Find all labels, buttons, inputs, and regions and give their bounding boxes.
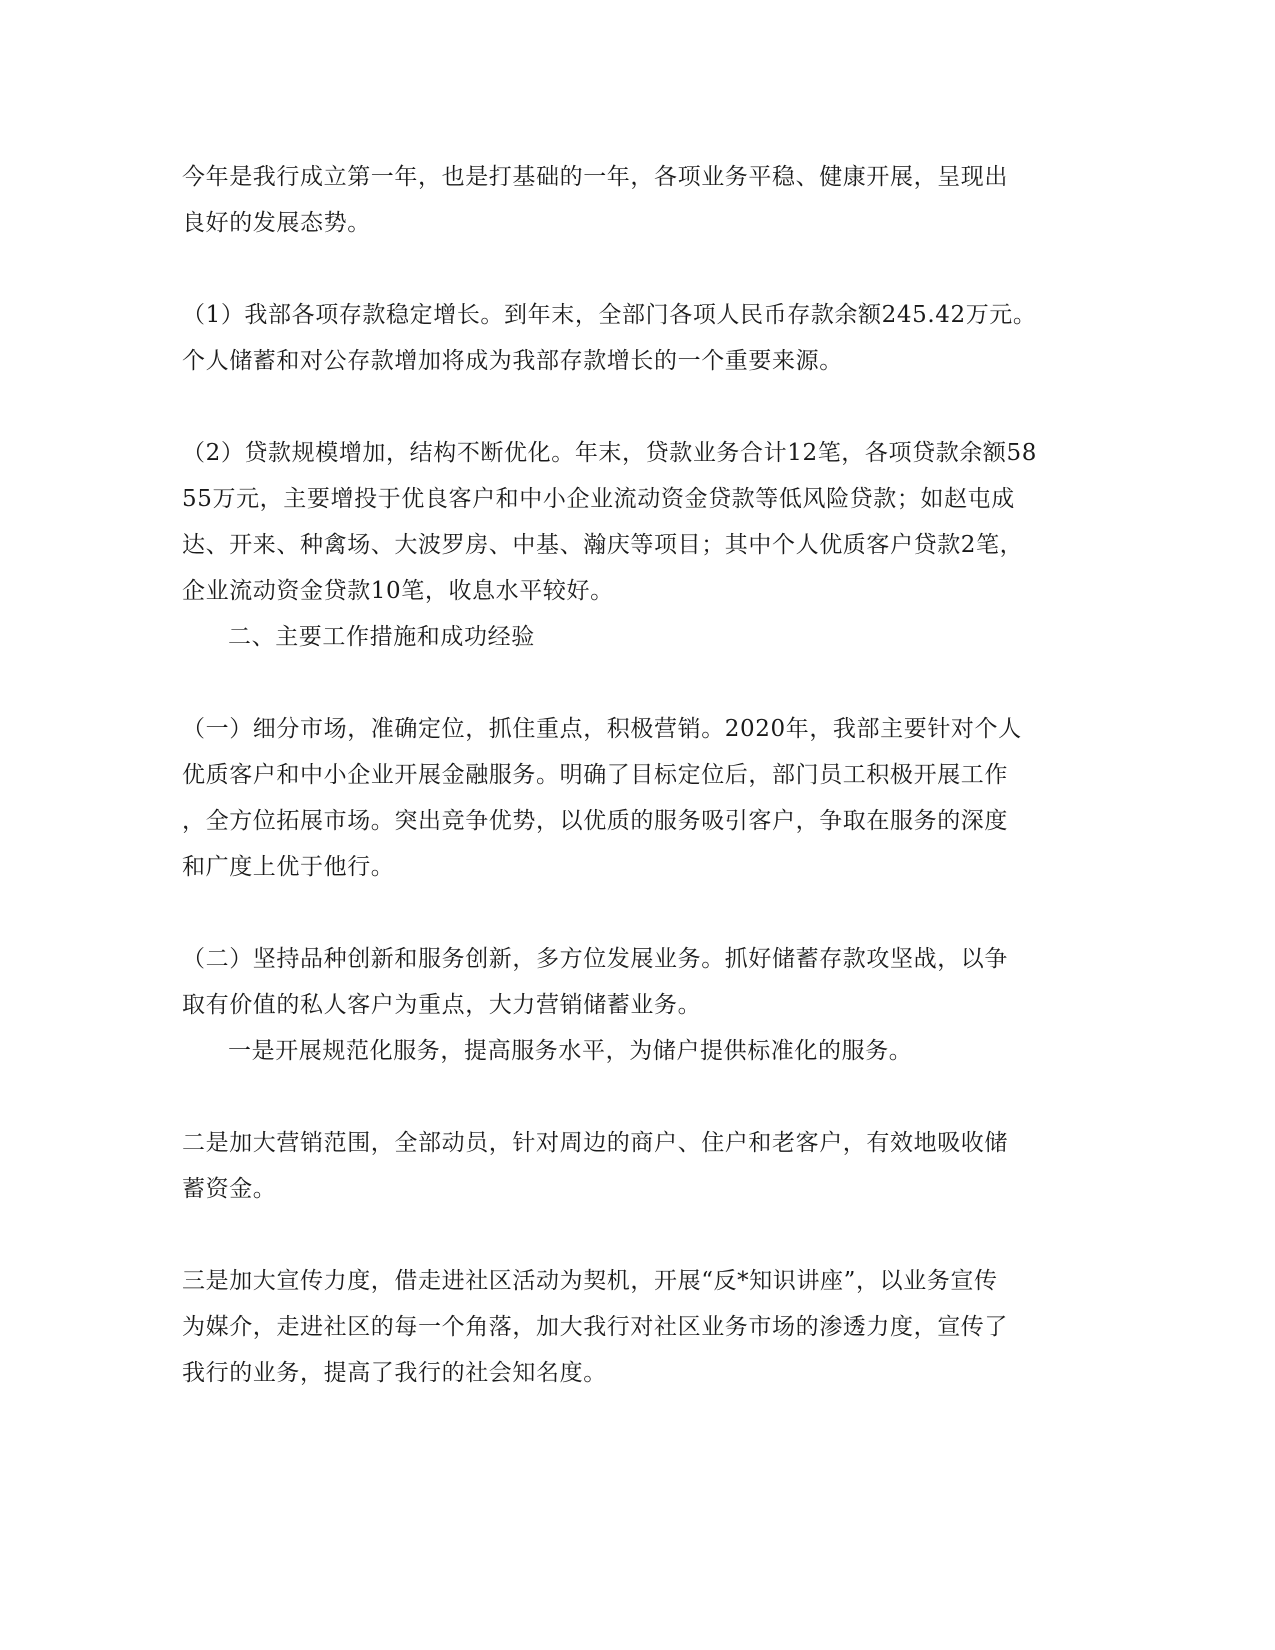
- paragraph-line: 企业流动资金贷款10笔，收息水平较好。: [182, 578, 614, 604]
- paragraph-line: 个人储蓄和对公存款增加将成为我部存款增长的一个重要来源。: [182, 348, 843, 374]
- paragraph-line: 优质客户和中小企业开展金融服务。明确了目标定位后，部门员工积极开展工作: [182, 762, 1008, 788]
- paragraph-line: 为媒介，走进社区的每一个角落，加大我行对社区业务市场的渗透力度，宣传了: [182, 1314, 1008, 1340]
- paragraph-line: 一是开展规范化服务，提高服务水平，为储户提供标准化的服务。: [228, 1038, 913, 1064]
- paragraph-line: 达、开来、种禽场、大波罗房、中基、瀚庆等项目；其中个人优质客户贷款2笔，: [182, 532, 1024, 558]
- paragraph-line: （二）坚持品种创新和服务创新，多方位发展业务。抓好储蓄存款攻坚战，以争: [182, 946, 1008, 972]
- paragraph-line: 我行的业务，提高了我行的社会知名度。: [182, 1360, 607, 1386]
- paragraph-line: 今年是我行成立第一年，也是打基础的一年，各项业务平稳、健康开展，呈现出: [182, 164, 1008, 190]
- paragraph-line: ，全方位拓展市场。突出竞争优势，以优质的服务吸引客户，争取在服务的深度: [182, 808, 1008, 834]
- paragraph-line: 取有价值的私人客户为重点，大力营销储蓄业务。: [182, 992, 702, 1018]
- paragraph-line: （一）细分市场，准确定位，抓住重点，积极营销。2020年，我部主要针对个人: [182, 716, 1022, 742]
- paragraph-line: 和广度上优于他行。: [182, 854, 395, 880]
- paragraph-line: （2）贷款规模增加，结构不断优化。年末，贷款业务合计12笔，各项贷款余额58: [182, 440, 1037, 466]
- paragraph-line: 良好的发展态势。: [182, 210, 371, 236]
- paragraph-line: 55万元，主要增投于优良客户和中小企业流动资金贷款等低风险贷款；如赵屯成: [182, 486, 1015, 512]
- paragraph-line: 三是加大宣传力度，借走进社区活动为契机，开展“反*知识讲座”，以业务宣传: [182, 1268, 998, 1294]
- section-heading: 二、主要工作措施和成功经验: [228, 624, 535, 650]
- paragraph-line: 蓄资金。: [182, 1176, 277, 1202]
- paragraph-line: 二是加大营销范围，全部动员，针对周边的商户、住户和老客户，有效地吸收储: [182, 1130, 1008, 1156]
- paragraph-line: （1）我部各项存款稳定增长。到年末，全部门各项人民币存款余额245.42万元。: [182, 302, 1037, 328]
